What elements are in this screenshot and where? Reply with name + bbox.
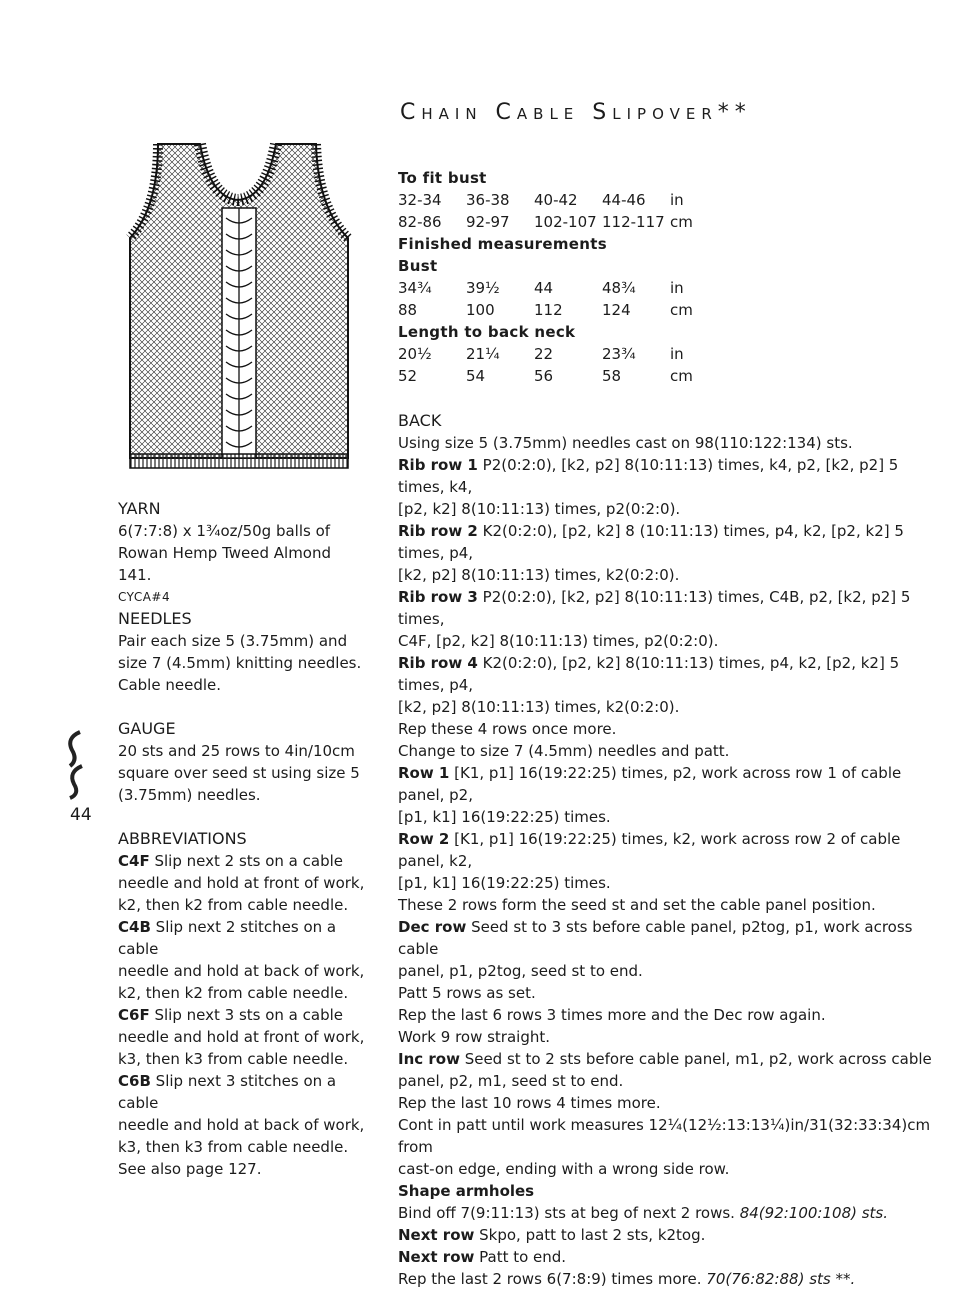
- instruction-line: [398, 806, 938, 828]
- cell: 44-46: [602, 191, 646, 209]
- cell: 58: [602, 367, 622, 385]
- instruction-text: P2(0:2:0), [k2, p2] 8(10:11:13) times, k4, p2, [k2, p2] 5 times, k4,: [398, 456, 899, 496]
- cell: 102-107: [534, 213, 597, 231]
- instruction-text: [p2, k2] 8(10:11:13) times, p2(0:2:0).: [398, 500, 681, 518]
- cell: cm: [670, 367, 693, 385]
- abbreviations-section: [118, 828, 368, 1180]
- instruction-label: Rib row 3: [398, 588, 478, 606]
- cell: 100: [466, 301, 495, 319]
- bust-label: Bust: [398, 257, 438, 275]
- abbr-term: C6F: [118, 1006, 150, 1024]
- measurements-table: [398, 167, 738, 387]
- cell: 88: [398, 301, 418, 319]
- instruction-text: C4F, [p2, k2] 8(10:11:13) times, p2(0:2:0).: [398, 632, 719, 650]
- needles-line: size 7 (4.5mm) knitting needles.: [118, 654, 362, 672]
- cell: cm: [670, 301, 693, 319]
- instruction-text: panel, p2, m1, seed st to end.: [398, 1072, 624, 1090]
- instruction-line: [398, 894, 938, 916]
- finished-label: Finished measurements: [398, 235, 607, 253]
- instruction-text: Work 9 row straight.: [398, 1028, 551, 1046]
- stitch-count: 70(76:82:88) sts **.: [706, 1270, 856, 1288]
- instruction-line: [398, 1004, 938, 1026]
- instruction-text: [K1, p1] 16(19:22:25) times, p2, work across row 1 of cable panel, p2,: [398, 764, 902, 804]
- length-label: Length to back neck: [398, 323, 576, 341]
- abbr-term: C4B: [118, 918, 151, 936]
- table-row: [398, 189, 738, 211]
- instruction-label: Shape armholes: [398, 1182, 535, 1200]
- instruction-text: These 2 rows form the seed st and set the cable panel position.: [398, 896, 876, 914]
- instruction-line: [398, 1202, 938, 1224]
- page-number: 44: [70, 805, 92, 825]
- instruction-line: [398, 828, 938, 872]
- instruction-line: [398, 564, 938, 586]
- instruction-line: [398, 982, 938, 1004]
- instruction-text: [K1, p1] 16(19:22:25) times, k2, work across row 2 of cable panel, k2,: [398, 830, 901, 870]
- abbr-line: k2, then k2 from cable needle.: [118, 896, 349, 914]
- abbr-line: Slip next 2 sts on a cable: [154, 852, 343, 870]
- abbr-term: C4F: [118, 852, 150, 870]
- instruction-text: Cont in patt until work measures 12¼(12½:13:13¼)in/31(32:33:34)cm from: [398, 1116, 931, 1156]
- yarn-line: Rowan Hemp Tweed Almond 141.: [118, 544, 332, 584]
- instruction-text: panel, p1, p2tog, seed st to end.: [398, 962, 643, 980]
- instruction-text: K2(0:2:0), [p2, k2] 8(10:11:13) times, p4, k2, [p2, k2] 5 times, p4,: [398, 654, 900, 694]
- instruction-line: [398, 762, 938, 806]
- instruction-text: Rep the last 6 rows 3 times more and the Dec row again.: [398, 1006, 826, 1024]
- gauge-section: [118, 718, 368, 806]
- instruction-line: [398, 498, 938, 520]
- instruction-label: Rib row 1: [398, 456, 478, 474]
- instruction-line: [398, 652, 938, 696]
- instruction-line: [398, 872, 938, 894]
- cell: 54: [466, 367, 486, 385]
- cell: 48¾: [602, 279, 636, 297]
- instruction-line: [398, 1048, 938, 1070]
- abbr-line: k2, then k2 from cable needle.: [118, 984, 349, 1002]
- instruction-text: Patt to end.: [474, 1248, 567, 1266]
- cell: 124: [602, 301, 631, 319]
- slipover-illustration: [118, 138, 358, 474]
- abbr-line: Slip next 2 stitches on a cable: [118, 918, 337, 958]
- abbr-line: needle and hold at front of work,: [118, 1028, 365, 1046]
- instruction-line: [398, 1268, 938, 1290]
- instruction-text: P2(0:2:0), [k2, p2] 8(10:11:13) times, C4B, p2, [k2, p2] 5 times,: [398, 588, 911, 628]
- cell: 82-86: [398, 213, 442, 231]
- cell: 36-38: [466, 191, 510, 209]
- instruction-line: [398, 740, 938, 762]
- instruction-line: [398, 696, 938, 718]
- instruction-text: Rep the last 2 rows 6(7:8:9) times more.: [398, 1270, 707, 1288]
- back-instructions: [398, 410, 938, 1290]
- yarn-section: [118, 498, 368, 608]
- abbr-line: Slip next 3 sts on a cable: [154, 1006, 343, 1024]
- cell: 44: [534, 279, 554, 297]
- instruction-label: Row 1: [398, 764, 450, 782]
- instruction-text: Bind off 7(9:11:13) sts at beg of next 2 rows.: [398, 1204, 740, 1222]
- instruction-label: Inc row: [398, 1050, 460, 1068]
- gauge-line: square over seed st using size 5: [118, 764, 360, 782]
- needles-section: [118, 608, 368, 696]
- instruction-line: [398, 1092, 938, 1114]
- instruction-label: Rib row 4: [398, 654, 478, 672]
- instruction-text: Skpo, patt to last 2 sts, k2tog.: [474, 1226, 706, 1244]
- needles-line: Pair each size 5 (3.75mm) and: [118, 632, 348, 650]
- abbr-line: needle and hold at back of work,: [118, 1116, 365, 1134]
- cell: 34¾: [398, 279, 432, 297]
- table-row: [398, 277, 738, 299]
- needles-heading: NEEDLES: [118, 609, 192, 628]
- chain-icon: [62, 728, 92, 800]
- instruction-text: Using size 5 (3.75mm) needles cast on 98(110:122:134) sts.: [398, 434, 853, 452]
- instruction-line: [398, 960, 938, 982]
- instruction-text: [k2, p2] 8(10:11:13) times, k2(0:2:0).: [398, 566, 680, 584]
- instruction-line: [398, 520, 938, 564]
- instruction-label: Rib row 2: [398, 522, 478, 540]
- table-row: [398, 211, 738, 233]
- gauge-line: 20 sts and 25 rows to 4in/10cm: [118, 742, 355, 760]
- instruction-label: Row 2: [398, 830, 450, 848]
- instruction-text: Seed st to 2 sts before cable panel, m1, p2, work across cable: [459, 1050, 932, 1068]
- instruction-text: Change to size 7 (4.5mm) needles and patt.: [398, 742, 730, 760]
- abbr-line: Slip next 3 stitches on a cable: [118, 1072, 337, 1112]
- gauge-heading: GAUGE: [118, 719, 176, 738]
- cell: 39½: [466, 279, 500, 297]
- cell: cm: [670, 213, 693, 231]
- table-row: [398, 343, 738, 365]
- instruction-line: [398, 630, 938, 652]
- instruction-text: Patt 5 rows as set.: [398, 984, 536, 1002]
- instruction-text: Rep these 4 rows once more.: [398, 720, 617, 738]
- abbr-line: k3, then k3 from cable needle.: [118, 1138, 349, 1156]
- yarn-heading: YARN: [118, 499, 161, 518]
- table-row: [398, 299, 738, 321]
- instruction-line: [398, 1180, 938, 1202]
- abbr-line: k3, then k3 from cable needle.: [118, 1050, 349, 1068]
- instruction-line: [398, 916, 938, 960]
- cell: 56: [534, 367, 554, 385]
- cell: 23¾: [602, 345, 636, 363]
- instruction-line: [398, 1026, 938, 1048]
- cell: 32-34: [398, 191, 442, 209]
- to-fit-bust-label: To fit bust: [398, 169, 487, 187]
- cell: 112: [534, 301, 563, 319]
- cell: 21¼: [466, 345, 500, 363]
- instruction-line: [398, 1114, 938, 1158]
- cell: in: [670, 345, 684, 363]
- instruction-line: [398, 432, 938, 454]
- abbr-term: C6B: [118, 1072, 151, 1090]
- cell: in: [670, 279, 684, 297]
- instruction-line: [398, 1224, 938, 1246]
- instruction-line: [398, 1246, 938, 1268]
- instruction-line: [398, 1158, 938, 1180]
- cell: 22: [534, 345, 554, 363]
- abbr-line: needle and hold at back of work,: [118, 962, 365, 980]
- cell: 92-97: [466, 213, 510, 231]
- cell: 40-42: [534, 191, 578, 209]
- abbreviations-heading: ABBREVIATIONS: [118, 829, 247, 848]
- instruction-text: K2(0:2:0), [p2, k2] 8 (10:11:13) times, p4, k2, [p2, k2] 5 times, p4,: [398, 522, 904, 562]
- cell: 112-117: [602, 213, 665, 231]
- back-heading: BACK: [398, 411, 442, 430]
- cell: in: [670, 191, 684, 209]
- instruction-line: [398, 1070, 938, 1092]
- needles-line: Cable needle.: [118, 676, 222, 694]
- instruction-text: cast-on edge, ending with a wrong side row.: [398, 1160, 730, 1178]
- cell: 20½: [398, 345, 432, 363]
- yarn-cyca: CYCA#4: [118, 590, 171, 604]
- instruction-text: [k2, p2] 8(10:11:13) times, k2(0:2:0).: [398, 698, 680, 716]
- instruction-text: [p1, k1] 16(19:22:25) times.: [398, 874, 611, 892]
- abbr-line: needle and hold at front of work,: [118, 874, 365, 892]
- table-row: [398, 365, 738, 387]
- stitch-count: 84(92:100:108) sts.: [739, 1204, 889, 1222]
- instruction-line: [398, 454, 938, 498]
- cell: 52: [398, 367, 418, 385]
- instruction-line: [398, 718, 938, 740]
- instruction-text: Seed st to 3 sts before cable panel, p2tog, p1, work across cable: [398, 918, 913, 958]
- instruction-label: Dec row: [398, 918, 467, 936]
- instruction-list: [398, 432, 938, 1290]
- instruction-text: Rep the last 10 rows 4 times more.: [398, 1094, 661, 1112]
- instruction-text: [p1, k1] 16(19:22:25) times.: [398, 808, 611, 826]
- instruction-line: [398, 586, 938, 630]
- see-also: See also page 127.: [118, 1160, 262, 1178]
- gauge-line: (3.75mm) needles.: [118, 786, 261, 804]
- instruction-label: Next row: [398, 1248, 475, 1266]
- yarn-line: 6(7:7:8) x 1¾oz/50g balls of: [118, 522, 331, 540]
- instruction-label: Next row: [398, 1226, 475, 1244]
- pattern-title: Chain Cable Slipover**: [400, 100, 752, 125]
